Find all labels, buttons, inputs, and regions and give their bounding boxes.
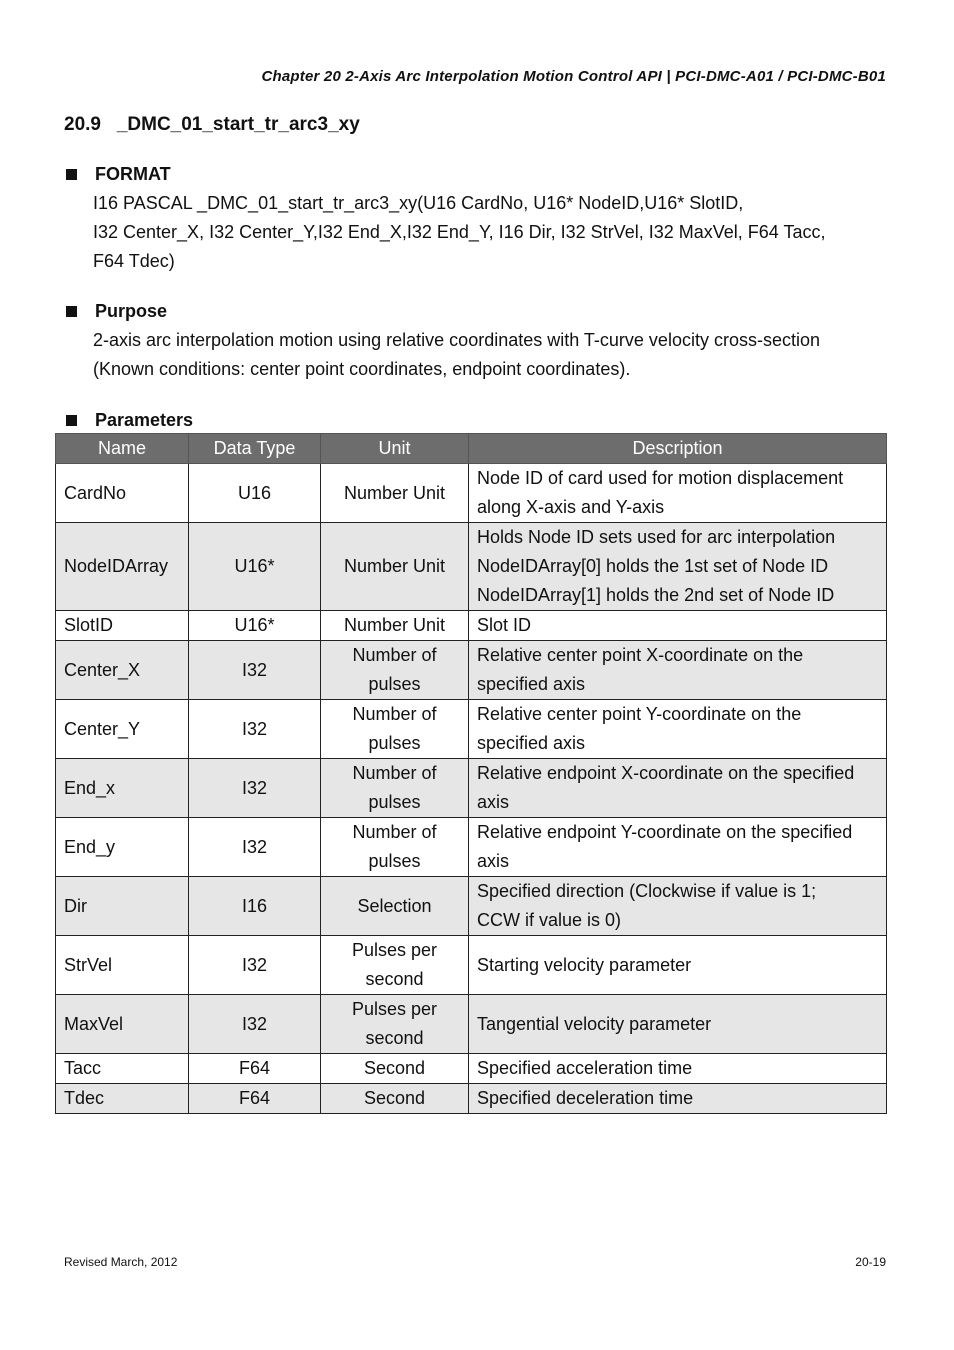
param-description-line: Specified deceleration time [477, 1088, 694, 1108]
column-header-unit: Unit [321, 434, 469, 464]
param-unit-line: pulses [368, 792, 421, 812]
param-type-cell: I32 [189, 641, 321, 700]
param-type-cell: I32 [189, 759, 321, 818]
param-name-cell: End_x [56, 759, 189, 818]
param-type-cell: I32 [189, 700, 321, 759]
param-unit-line: Number of [352, 645, 437, 665]
param-unit-line: Selection [357, 895, 432, 916]
format-line: I32 Center_X, I32 Center_Y,I32 End_X,I32 End_Y, I16 Dir, I32 StrVel, I32 MaxVel, F64 Tacc, [93, 222, 826, 242]
param-unit-cell [321, 1084, 469, 1114]
page-header: Chapter 20 2-Axis Arc Interpolation Motion Control API | PCI-DMC-A01 / PCI-DMC-B01 [261, 68, 886, 85]
param-description-line: CCW if value is 0) [477, 910, 622, 930]
param-description-line: along X-axis and Y-axis [477, 497, 665, 517]
param-description-cell [469, 818, 887, 877]
square-bullet-icon [66, 169, 77, 180]
purpose-body [93, 326, 894, 384]
param-type-cell: U16* [189, 523, 321, 611]
table-row [56, 877, 887, 936]
format-heading: FORMAT [95, 164, 171, 184]
param-description-line: Slot ID [477, 615, 532, 635]
footer-revision: Revised March, 2012 [64, 1255, 178, 1269]
param-unit-line: Second [363, 1058, 426, 1078]
param-unit-line: pulses [368, 733, 421, 753]
param-unit-cell [321, 759, 469, 818]
param-unit-line: pulses [368, 674, 421, 694]
param-description-line: Specified direction (Clockwise if value is 1; [477, 881, 817, 901]
param-type-cell: F64 [189, 1054, 321, 1084]
param-description-cell [469, 700, 887, 759]
param-type-cell: I32 [189, 936, 321, 995]
param-unit-cell [321, 1054, 469, 1084]
column-header-data-type: Data Type [189, 434, 321, 464]
param-description-line: Specified acceleration time [477, 1058, 693, 1078]
param-unit-cell [321, 877, 469, 936]
param-unit-line: Number of [352, 822, 437, 842]
param-unit-cell [321, 995, 469, 1054]
table-row [56, 1084, 887, 1114]
param-description-cell [469, 464, 887, 523]
param-description-cell [469, 523, 887, 611]
param-description-line: Holds Node ID sets used for arc interpolation [477, 527, 836, 547]
param-description-cell [469, 877, 887, 936]
param-unit-line: Number of [352, 763, 437, 783]
purpose-block [64, 298, 894, 384]
param-description-cell [469, 611, 887, 641]
table-row [56, 641, 887, 700]
param-name-cell: CardNo [56, 464, 189, 523]
param-type-cell: I32 [189, 995, 321, 1054]
purpose-line: (Known conditions: center point coordinates, endpoint coordinates). [93, 359, 631, 379]
param-name-cell: NodeIDArray [56, 523, 189, 611]
param-name-cell: MaxVel [56, 995, 189, 1054]
table-row [56, 700, 887, 759]
param-description-line: specified axis [477, 674, 586, 694]
param-description-cell [469, 759, 887, 818]
table-row [56, 995, 887, 1054]
param-description-line: axis [477, 851, 510, 871]
param-name-cell: StrVel [56, 936, 189, 995]
param-unit-cell [321, 464, 469, 523]
param-description-line: Tangential velocity parameter [477, 1013, 712, 1034]
param-description-line: NodeIDArray[1] holds the 2nd set of Node ID [477, 585, 835, 605]
column-header-name: Name [56, 434, 189, 464]
format-line: I16 PASCAL _DMC_01_start_tr_arc3_xy(U16 CardNo, U16* NodeID,U16* SlotID, [93, 193, 744, 213]
param-name-cell: End_y [56, 818, 189, 877]
param-unit-cell [321, 818, 469, 877]
param-type-cell: I16 [189, 877, 321, 936]
param-type-cell: U16* [189, 611, 321, 641]
param-type-cell: F64 [189, 1084, 321, 1114]
param-unit-cell [321, 641, 469, 700]
parameters-table [55, 433, 887, 1114]
table-row [56, 523, 887, 611]
param-description-cell [469, 1084, 887, 1114]
param-name-cell: Center_Y [56, 700, 189, 759]
section-title [64, 114, 360, 136]
param-description-line: Node ID of card used for motion displacement [477, 468, 844, 488]
param-unit-line: pulses [368, 851, 421, 871]
param-unit-cell [321, 700, 469, 759]
table-row [56, 818, 887, 877]
param-unit-line: Number Unit [343, 482, 446, 503]
parameters-table-body [56, 464, 887, 1114]
param-description-cell [469, 995, 887, 1054]
format-line: F64 Tdec) [93, 251, 175, 271]
table-row [56, 1054, 887, 1084]
param-description-cell [469, 936, 887, 995]
table-row [56, 464, 887, 523]
param-unit-cell [321, 523, 469, 611]
table-row [56, 611, 887, 641]
param-unit-line: Number of [352, 704, 437, 724]
param-name-cell: Dir [56, 877, 189, 936]
param-name-cell: Tacc [56, 1054, 189, 1084]
param-description-cell [469, 1054, 887, 1084]
param-description-line: Relative center point Y-coordinate on the [477, 704, 802, 724]
section-number: 20.9 [64, 114, 101, 135]
param-unit-cell [321, 611, 469, 641]
format-body [93, 189, 894, 276]
parameters-block [64, 407, 894, 433]
param-unit-line: Number Unit [343, 615, 446, 635]
param-description-line: Relative endpoint X-coordinate on the specified [477, 763, 855, 783]
footer-page-number: 20-19 [855, 1255, 886, 1269]
param-type-cell: I32 [189, 818, 321, 877]
param-type-cell: U16 [189, 464, 321, 523]
square-bullet-icon [66, 306, 77, 317]
param-unit-line: Second [363, 1088, 426, 1108]
param-unit-line: Pulses per [351, 999, 438, 1019]
square-bullet-icon [66, 415, 77, 426]
param-name-cell: SlotID [56, 611, 189, 641]
param-description-line: Relative center point X-coordinate on the [477, 645, 804, 665]
column-header-description: Description [469, 434, 887, 464]
table-row [56, 936, 887, 995]
param-unit-line: second [365, 1028, 424, 1048]
param-unit-cell [321, 936, 469, 995]
table-header-row [56, 434, 887, 464]
format-block [64, 161, 894, 276]
param-description-line: specified axis [477, 733, 586, 753]
param-name-cell: Tdec [56, 1084, 189, 1114]
param-unit-line: second [365, 969, 424, 989]
param-unit-line: Number Unit [343, 556, 446, 576]
param-description-line: NodeIDArray[0] holds the 1st set of Node ID [477, 556, 829, 576]
param-description-cell [469, 641, 887, 700]
param-description-line: axis [477, 792, 510, 812]
purpose-heading: Purpose [95, 301, 168, 321]
param-name-cell: Center_X [56, 641, 189, 700]
param-unit-line: Pulses per [351, 940, 438, 960]
param-description-line: Starting velocity parameter [477, 954, 692, 975]
section-function-name: _DMC_01_start_tr_arc3_xy [116, 114, 360, 135]
purpose-line: 2-axis arc interpolation motion using relative coordinates with T-curve velocity cross-section [93, 330, 820, 350]
param-description-line: Relative endpoint Y-coordinate on the specified [477, 822, 853, 842]
table-row [56, 759, 887, 818]
parameters-heading: Parameters [95, 410, 194, 430]
